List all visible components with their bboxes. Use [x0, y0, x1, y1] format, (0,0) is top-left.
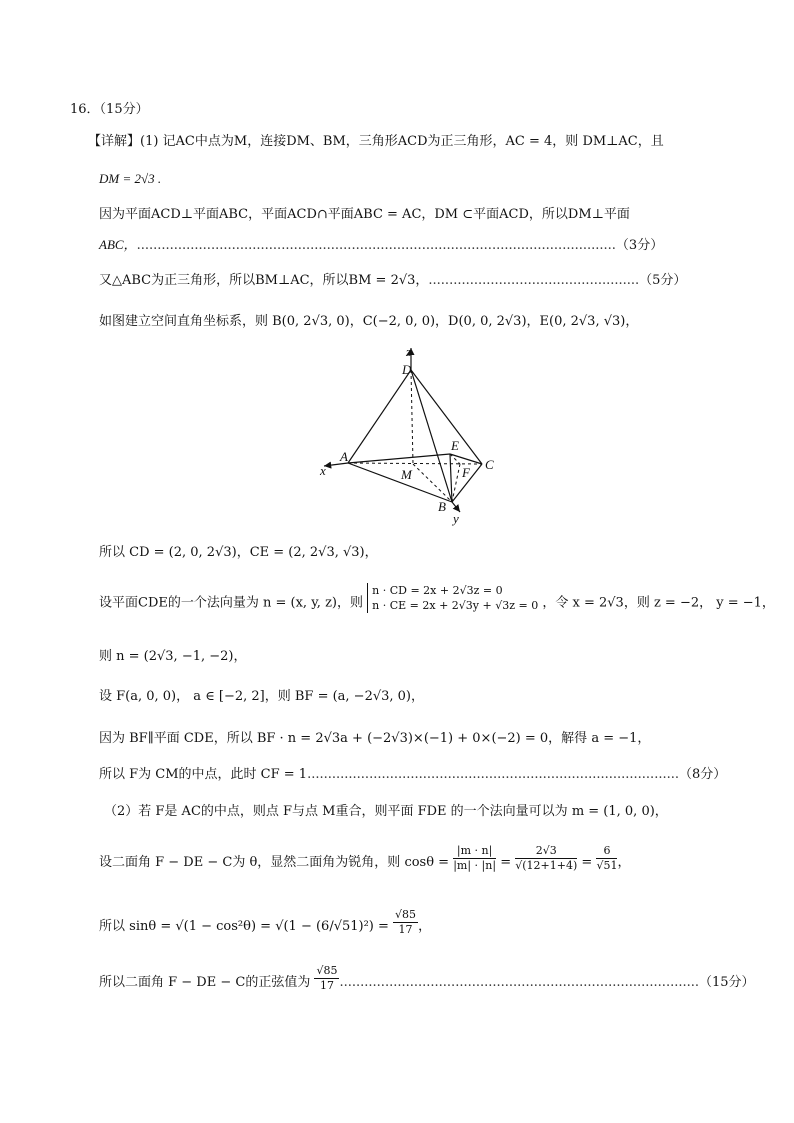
solution-line-9: 则 n = (2√3, −1, −2)， — [99, 649, 247, 664]
solution-line-12 — [99, 766, 726, 784]
score-mark: （5分） — [639, 273, 687, 288]
solution-line-3: 因为平面ACD⊥平面ABC，平面ACD∩平面ABC = AC，DM ⊂平面ACD，所以DM⊥平面 — [99, 207, 630, 222]
line-text: ，令 x = 2√3，则 z = −2， y = −1， — [542, 595, 775, 611]
leader-dots: ....................................................................................... — [339, 975, 699, 990]
tetrahedron-figure — [310, 340, 510, 530]
line-text: 又△ABC为正三角形，所以BM⊥AC，所以BM = 2√3， — [99, 273, 429, 288]
line-text: 设二面角 F − DE − C为 θ，显然二面角为锐角，则 — [99, 855, 401, 870]
fraction — [393, 908, 418, 937]
solution-line-16 — [99, 964, 755, 993]
equation-2: n · CE = 2x + 2√3y + √3z = 0 — [372, 599, 539, 612]
edge-AB — [348, 463, 452, 502]
fraction — [596, 844, 617, 873]
solution-line-13: （2）若 F是 AC的中点，则点 F与点 M重合，则平面 FDE 的一个法向量可以为 m = (1, 0, 0)， — [104, 804, 668, 819]
score-mark: （15分） — [699, 975, 755, 990]
fraction — [314, 964, 339, 993]
denominator: |m| · |n| — [453, 859, 497, 872]
label-z: z — [406, 344, 412, 359]
label-B: B — [438, 499, 446, 514]
numerator: √85 — [395, 908, 417, 921]
numerator: 6 — [596, 844, 617, 859]
numerator: √85 — [316, 964, 338, 977]
label-D: D — [402, 362, 412, 377]
label-M: M — [401, 467, 412, 482]
denominator: 17 — [398, 923, 413, 936]
dashed-DM — [411, 370, 413, 464]
leader-dots: .................................................................................................................... — [136, 238, 616, 253]
equation-1: n · CD = 2x + 2√3z = 0 — [372, 584, 503, 597]
score-mark: （3分） — [615, 238, 664, 253]
denominator: √(12+1+4) — [515, 859, 578, 872]
label-x: x — [320, 463, 326, 478]
numerator: 2√3 — [515, 844, 577, 859]
solution-line-1: 【详解】(1) 记AC中点为M，连接DM、BM，三角形ACD为正三角形，AC = 4，则 DM⊥AC，且 — [88, 134, 664, 149]
leader-dots: .......................................................................................... — [307, 767, 679, 782]
solution-line-14: 设二面角 F − DE − C为 θ，显然二面角为锐角，则 cosθ = $\frac{|m \cdot n|}{|m| \cdot |n|}$ = $\frac{2√3}{√(12+1+4)}$ = $\frac{6}{√51}$ ， — [99, 844, 631, 872]
dashed-AC — [348, 463, 482, 464]
solution-line-11: 因为 BF∥平面 CDE，所以 BF · n = 2√3a + (−2√3)×(−1) + 0×(−2) = 0，解得 a = −1， — [99, 731, 651, 746]
fraction — [515, 844, 577, 873]
label-A: A — [340, 449, 348, 464]
denominator: 17 — [319, 979, 334, 992]
label-y: y — [453, 511, 459, 526]
equation-system — [367, 583, 538, 613]
line-text: 所以二面角 F − DE − C的正弦值为 — [99, 975, 311, 990]
leader-dots: ................................................... — [428, 273, 640, 288]
line-text: ABC， — [99, 237, 137, 252]
denominator: √51 — [596, 859, 618, 872]
edge-DC — [411, 370, 482, 464]
root-expression: √(1 − (6/√51)²) — [275, 919, 374, 934]
solution-line-5 — [99, 272, 686, 290]
edge-AE — [348, 454, 450, 463]
score-mark: （8分） — [679, 767, 727, 782]
solution-line-8 — [99, 584, 775, 613]
line-text: 所以 — [99, 919, 126, 934]
cos-label: cosθ = — [404, 855, 450, 870]
solution-line-10: 设 F(a, 0, 0)， a ∈ [−2, 2]，则 BF = (a, −2√3, 0)， — [99, 689, 425, 704]
label-F: F — [462, 465, 470, 480]
numerator: |m · n| — [453, 844, 496, 859]
solution-line-4 — [99, 236, 663, 255]
solution-line-2: DM = 2√3 . — [99, 171, 162, 186]
line-text: 设平面CDE的一个法向量为 n = (x, y, z)，则 — [99, 595, 363, 611]
solution-line-7: 所以 CD = (2, 0, 2√3)，CE = (2, 2√3, √3)， — [99, 545, 378, 560]
sin-expression: sinθ = √(1 − cos²θ) = — [129, 919, 272, 934]
label-C: C — [485, 457, 494, 472]
label-E: E — [451, 438, 459, 453]
fraction — [453, 844, 496, 873]
solution-line-15: 所以 sinθ = √(1 − cos²θ) = √(1 − (6/√51)²) = $\frac{√85}{17}$ ， — [99, 908, 432, 936]
edge-DA — [348, 370, 411, 463]
problem-header: 16．（15分） — [70, 102, 149, 117]
solution-line-6: 如图建立空间直角坐标系，则 B(0, 2√3, 0)，C(−2, 0, 0)，D(0, 0, 2√3)，E(0, 2√3, √3)， — [99, 314, 639, 329]
line-text: 所以 F为 CM的中点，此时 CF = 1 — [99, 767, 308, 782]
